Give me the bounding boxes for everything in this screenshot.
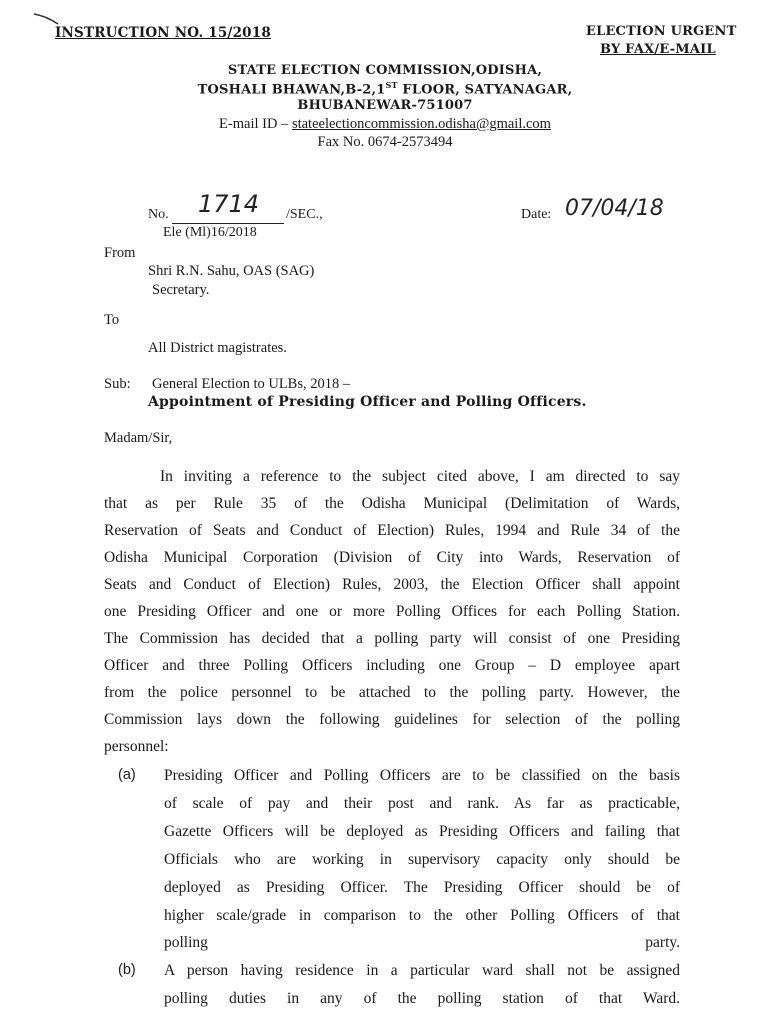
item-line: polling party.: [164, 934, 680, 951]
to-name: All District magistrates.: [148, 340, 287, 356]
ref-no-label: No.: [148, 207, 169, 222]
salutation: Madam/Sir,: [104, 430, 173, 446]
org-line-2-sup: ST: [385, 80, 398, 90]
subject-line-2: Appointment of Presiding Officer and Polling Officers.: [148, 394, 587, 410]
paragraph-line: Reservation of Seats and Conduct of Election) Rules, 1994 and Rule 34 of the: [104, 522, 680, 539]
org-line-2-post: FLOOR, SATYANAGAR,: [397, 82, 573, 98]
org-email-line: [0, 116, 770, 133]
item-line: higher scale/grade in comparison to the other Polling Officers of that: [164, 907, 680, 924]
org-fax: Fax No. 0674-2573494: [317, 134, 453, 150]
paragraph-line: The Commission has decided that a polling party will consist of one Presiding: [104, 630, 680, 647]
org-line-2: [0, 80, 770, 97]
ref-file: Ele (Ml)16/2018: [163, 225, 257, 240]
email-link[interactable]: stateelectioncommission.odisha@gmail.com: [291, 116, 551, 132]
org-line-3: BHUBANEWAR-751007: [297, 98, 473, 113]
paragraph-line: personnel:: [104, 738, 169, 755]
item-line: deployed as Presiding Officer. The Presiding Officer should be of: [164, 879, 680, 896]
org-line-2-pre: TOSHALI BHAWAN,B-2,1: [197, 82, 386, 98]
ref-no-handwritten: 1714: [198, 190, 260, 218]
item-line: Officials who are working in supervisory capacity only should be: [164, 851, 680, 868]
paragraph-line: Commission lays down the following guidelines for selection of the polling: [104, 711, 680, 728]
item-line: of scale of pay and their post and rank. As far as practicable,: [164, 795, 680, 812]
urgent-line-2: BY FAX/E-MAIL: [600, 42, 716, 57]
urgent-line-1: ELECTION URGENT: [586, 24, 737, 39]
instruction-number: INSTRUCTION NO. 15/2018: [55, 25, 271, 41]
paragraph-line: one Presiding Officer and one or more Polling Offices for each Polling Station.: [104, 603, 680, 620]
paragraph-line: from the police personnel to be attached to the polling party. However, the: [104, 684, 680, 701]
item-a-label: (a): [118, 767, 136, 783]
paragraph-line: Officer and three Polling Officers including one Group – D employee apart: [104, 657, 680, 674]
item-line: Presiding Officer and Polling Officers are to be classified on the basis: [164, 767, 680, 784]
paragraph-line: Odisha Municipal Corporation (Division of City into Wards, Reservation of: [104, 549, 680, 566]
from-title: Secretary.: [152, 282, 210, 298]
ref-no-underline: [172, 223, 284, 224]
item-b-label: (b): [118, 962, 136, 978]
date-handwritten: 07/04/18: [565, 196, 664, 221]
date-label: Date:: [521, 207, 552, 222]
paragraph-line: that as per Rule 35 of the Odisha Municipal (Delimitation of Wards,: [104, 495, 680, 512]
from-name: Shri R.N. Sahu, OAS (SAG): [148, 263, 315, 279]
paragraph-line: Seats and Conduct of Election) Rules, 2003, the Election Officer shall appoint: [104, 576, 680, 593]
paragraph-line: In inviting a reference to the subject cited above, I am directed to say: [160, 468, 680, 485]
subject-label: Sub:: [104, 376, 131, 392]
org-line-1: STATE ELECTION COMMISSION,ODISHA,: [227, 63, 543, 78]
ref-sec: /SEC.,: [286, 207, 323, 222]
from-label: From: [104, 245, 136, 261]
item-line: Gazette Officers will be deployed as Presiding Officers and failing that: [164, 823, 680, 840]
item-line: A person having residence in a particular ward shall not be assigned: [164, 962, 680, 979]
subject-line-1: General Election to ULBs, 2018 –: [152, 376, 351, 392]
item-line: polling duties in any of the polling station of that Ward.: [164, 990, 680, 1007]
pen-mark-icon: [32, 10, 62, 26]
email-label: E-mail ID –: [219, 116, 292, 132]
to-label: To: [104, 312, 120, 328]
